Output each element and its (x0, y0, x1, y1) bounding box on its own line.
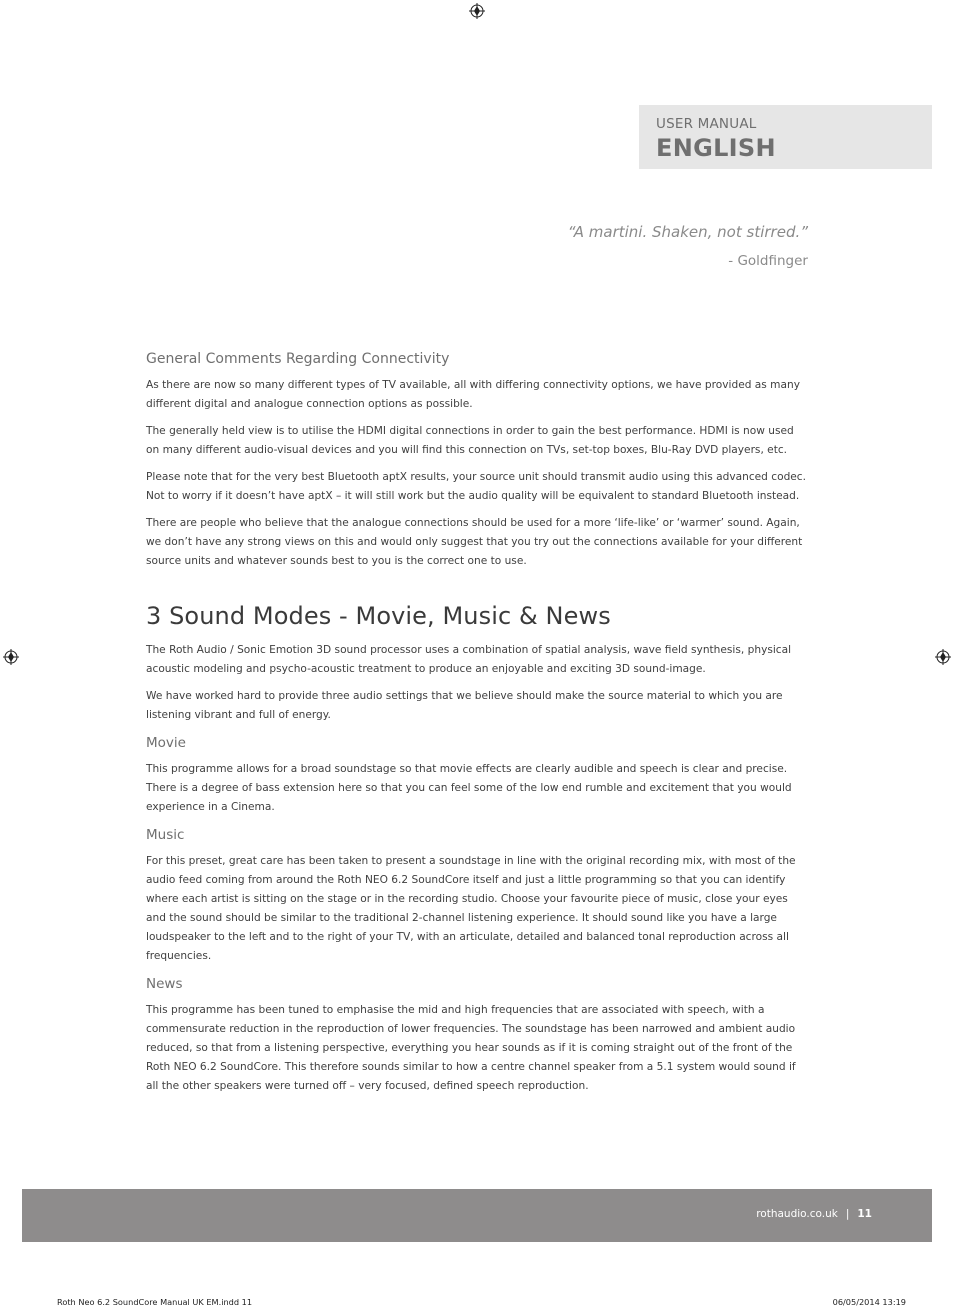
sound-modes-heading: 3 Sound Modes - Movie, Music & News (146, 602, 611, 630)
news-text: This programme has been tuned to emphasise the mid and high frequencies that are associated with speech, with a commensurate reduction in the reproduction of lower frequencies. The soundstage has been narrowed and ambient audio reduced, so that from a listening perspective, everything you hear sounds as if it is coming straight out of the front of the Roth NEO 6.2 SoundCore. This therefore sounds similar to how a centre channel speaker from a 5.1 system would sound if all the other speakers were turned off – very focused, defined speech reproduction. (146, 1004, 796, 1092)
registration-target-icon (3, 649, 19, 665)
footer-band (22, 1189, 932, 1242)
footer-site-link[interactable]: rothaudio.co.uk (756, 1208, 838, 1220)
epigraph-attribution: - Goldfinger (728, 253, 808, 269)
music-text: For this preset, great care has been taken to present a soundstage in line with the original recording mix, with most of the audio feed coming from around the Roth NEO 6.2 SoundCore itself and just a little programming so that you can identify where each artist is sitting on the stage or in the recording studio. Choose your favourite piece of music, close your eyes and the sound should be similar to the traditional 2-channel listening experience. It should sound like you have a large loudspeaker to the left and to the right of your TV, with an articulate, detailed and balanced tonal reproduction across all frequencies. (146, 855, 796, 962)
connectivity-paragraph: There are people who believe that the analogue connections should be used for a more ‘life-like’ or ‘warmer’ sound. Again, we don’t have any strong views on this and would only suggest that you try out the connections available for your different source units and whatever sounds best to you is the correct one to use. (146, 517, 803, 567)
movie-text: This programme allows for a broad soundstage so that movie effects are clearly audible and speech is clear and precise. There is a degree of bass extension here so that you can feel some of the low end rumble and excitement that you would experience in a Cinema. (146, 763, 792, 813)
connectivity-heading: General Comments Regarding Connectivity (146, 351, 450, 367)
header-kicker: USER MANUAL (656, 116, 757, 132)
connectivity-paragraph: The generally held view is to utilise the HDMI digital connections in order to gain the best performance. HDMI is now used on many different audio-visual devices and you will find this connection on TVs, set-top boxes, Blu-Ray DVD players, etc. (146, 425, 794, 456)
main-content (146, 349, 810, 1104)
registration-target-icon (469, 3, 485, 19)
slug-filename: Roth Neo 6.2 SoundCore Manual UK EM.indd 11 (57, 1297, 253, 1307)
header-language: ENGLISH (656, 134, 776, 162)
sound-modes-intro: We have worked hard to provide three audio settings that we believe should make the source material to which you are listening vibrant and full of energy. (146, 690, 783, 721)
manual-header-box (639, 105, 932, 169)
slug-datetime: 06/05/2014 13:19 (832, 1297, 906, 1307)
registration-target-icon (935, 649, 951, 665)
news-heading: News (146, 976, 183, 992)
epigraph-quote: “A martini. Shaken, not stirred.” (567, 223, 808, 241)
connectivity-paragraph: As there are now so many different types of TV available, all with differing connectivity options, we have provided as many different digital and analogue connection options as possible. (146, 379, 800, 410)
footer-text (756, 1208, 872, 1220)
footer-separator: | (845, 1208, 850, 1220)
connectivity-paragraph: Please note that for the very best Bluetooth aptX results, your source unit should transmit audio using this advanced codec. Not to worry if it doesn’t have aptX – it will still work but the audio quality will be equivalent to standard Bluetooth instead. (146, 471, 807, 502)
sound-modes-intro: The Roth Audio / Sonic Emotion 3D sound processor uses a combination of spatial analysis, wave field synthesis, physical acoustic modeling and psycho-acoustic treatment to produce an enjoyable and exciting 3D sound-image. (146, 644, 792, 675)
page-number: 11 (857, 1208, 872, 1220)
movie-heading: Movie (146, 735, 186, 751)
music-heading: Music (146, 827, 185, 843)
